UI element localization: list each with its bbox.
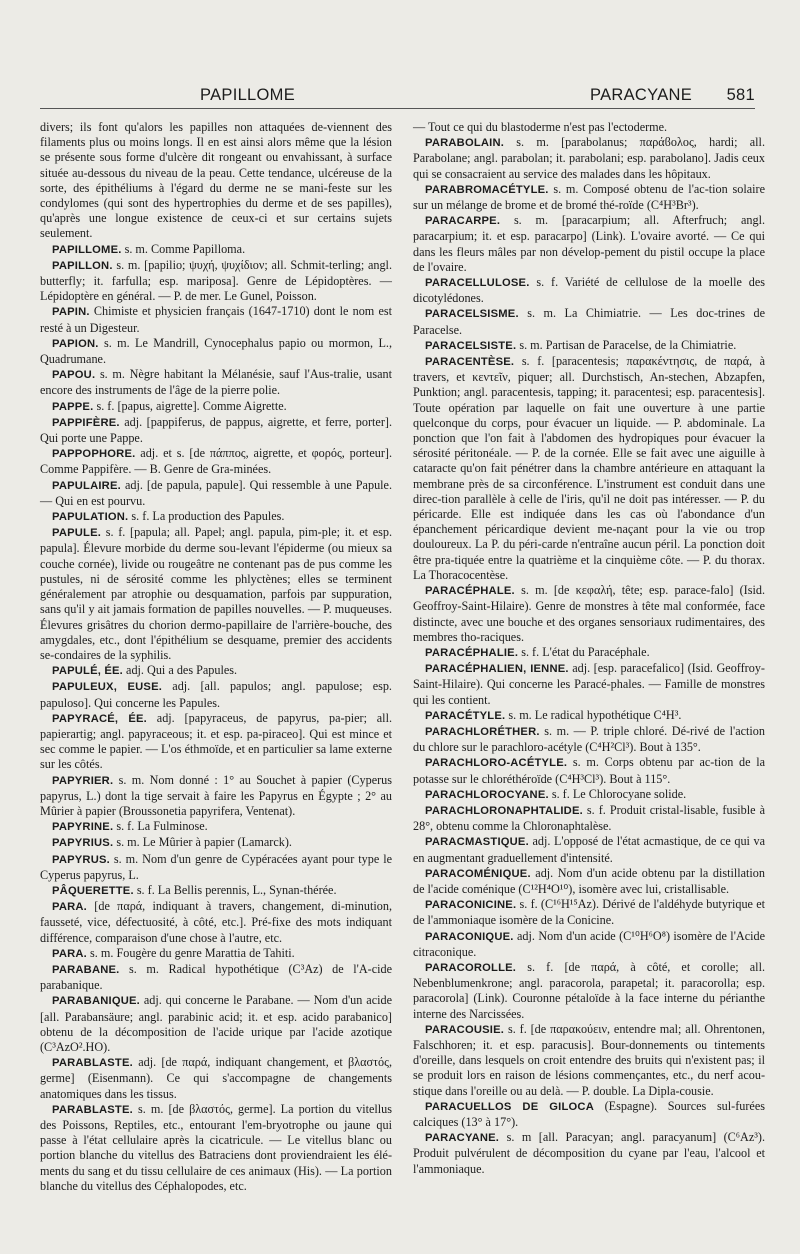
- entry-headword: PARACENTÈSE.: [425, 356, 515, 369]
- entry-definition: s. m. [paracarpium; all. Afterfruch; angl. paracarpium; it. et esp. paracarpo] (Link). L'ovaire avorté. — Ce qui dans les fleurs mâles par non dévelop-pement du pistil occupe la place de l'ovaire.: [413, 213, 765, 274]
- entry-headword: PARACONIQUE.: [425, 930, 514, 943]
- entry-headword: PARACELLULOSE.: [425, 277, 530, 290]
- entry-definition: s. m. [de κεφαλή, tête; esp. parace-falo] (Isid. Geoffroy-Saint-Hilaire). Genre de monstres à tête mal conformée, face distincte, avec une bouche et des organes sensoriaux rudimentaires, des membres tho-raciques.: [413, 583, 765, 644]
- entry-definition: adj. et s. [de πάππος, aigrette, et φορός, porteur]. Comme Pappifère. — B. Genre de Gra-minées.: [40, 446, 392, 477]
- dictionary-entry: [413, 708, 765, 724]
- entry-definition: s. m. Le Mûrier à papier (Lamarck).: [113, 835, 292, 850]
- entry-definition: s. m. Partisan de Paracelse, de la Chimiatrie.: [516, 337, 737, 352]
- entry-definition: s. m. Nègre habitant la Mélanésie, sauf l'Aus-tralie, usant encore des instruments de l'âge de la pierre polie.: [40, 367, 392, 398]
- entry-headword: PAPPE.: [52, 400, 94, 413]
- dictionary-entry: [413, 960, 765, 1022]
- entry-definition: s. f. [de παρά, à côté, et corolle; all. Nebenblumenkrone; angl. paracorola, parapetal; it. paracorolla; esp. paracorola] (Link). Couronne pétaloïde à la face interne du périanthe interne des Narcissées.: [413, 959, 765, 1021]
- dictionary-entry: [413, 1130, 765, 1177]
- entry-definition: s. m. [papilio; ψυχή, ψυχίδιον; all. Schmit-terling; angl. butterfly; it. farfulla; esp. mariposa]. Genre de Lépidoptères. — Lépidoptère en général. — P. de mer. Le Gunel, Poisson.: [40, 257, 392, 304]
- entry-headword: PAPULEUX, EUSE.: [52, 681, 163, 694]
- entry-definition: s. m. Le Mandrill, Cynocephalus papio ou mormon, L., Quadrumane.: [40, 335, 392, 367]
- entry-definition: s. m. — P. triple chloré. Dé-rivé de l'action du chlore sur le parachloro-acétyle (C⁴H²Cl³). Bout à 135°.: [413, 723, 765, 755]
- entry-definition: s. m [all. Paracyan; angl. paracyanum] (C⁶Az³). Produit pulvérulent de décomposition du cyane par l'eau, l'alcool et l'ammoniaque.: [413, 1130, 765, 1176]
- dictionary-entry: [40, 663, 392, 679]
- dictionary-entry: [413, 866, 765, 897]
- entry-headword: PAPPOPHORE.: [52, 448, 136, 461]
- left-running-title: PAPILLOME: [200, 86, 296, 104]
- dictionary-entry: [413, 1022, 765, 1099]
- entry-definition: (Espagne). Sources sul-furées calciques (13° à 17°).: [413, 1098, 765, 1129]
- dictionary-entry: [413, 661, 765, 708]
- dictionary-entry: [40, 336, 392, 367]
- dictionary-entry: [40, 415, 392, 446]
- entry-definition: s. m. Comme Papilloma.: [121, 241, 246, 256]
- entry-definition: s. f. La Bellis perennis, L., Synan-thérée.: [133, 882, 337, 897]
- entry-definition: adj. L'opposé de l'état acmastique, de ce qui va en augmentant graduellement d'intensité.: [413, 834, 765, 865]
- dictionary-entry: [413, 1099, 765, 1130]
- dictionary-entry: [413, 120, 765, 135]
- dictionary-entry: [413, 354, 765, 583]
- dictionary-entry: [40, 446, 392, 477]
- dictionary-entry: [40, 962, 392, 993]
- entry-definition: s. m. Composé obtenu de l'ac-tion solaire sur un mélange de brome et de bromé thé-roïde (C⁴H³Br³).: [413, 181, 765, 213]
- entry-definition: s. f. [paracentesis; παρακέντησις, de παρά, à travers, et κεντεῖν, piquer; all. Durchstisch, An-stechen, Abzapfen, Punktion; angl. paracentesis, tapping; it. paracentesi; esp. paracentesis]. Toute opération par laquelle on fait une ouverture à une partie quelconque du corps, pour évacuer un liquide. — P. abdominale. La ponction que l'on fait à l'abdomen des hydropiques pour évacuer la sérosité péritonéale. — P. de la cornée. Elle se fait avec une aiguille à cataracte qu'on fait pénétrer dans la chambre antérieure en attaquant la membrane près de sa circonférence. L'instrument est conduit dans une direc-tion parallèle à celle de l'iris, qu'il ne doit pas intéresser. — P. du péricarde. Elle est indiquée dans les cas où l'abondance d'un épanchement péricardique devient me-naçant pour la vie ou trop douloureux. La P. du péri-carde n'entraîne aucun péril. La ponction doit être pra-tiquée entre la quatrième et la cinquième côte. — P. du thorax. La Thoracocentèse.: [413, 354, 765, 582]
- entry-definition: adj. Nom d'un acide (C¹⁰H⁶O⁸) isomère de l'Acide citraconique.: [413, 928, 765, 959]
- dictionary-entry: [413, 583, 765, 645]
- entry-headword: PARACHLORONAPHTALIDE.: [425, 804, 583, 817]
- entry-definition: s. m. [parabolanus; παράϐολος, hardi; all. Parabolane; angl. parabolan; it. parabolani; esp. parabolano]. Jadis ceux qui se consacraient au service des malades dans les hôpitaux.: [413, 135, 765, 181]
- entry-definition: [de παρά, indiquant à travers, changement, di-minution, fausseté, vice, défectuosité, à côté, etc.]. Pré-fixe des mots indiquant différence, comparaison d'une chose à l'autre, etc.: [40, 899, 392, 945]
- dictionary-entry: [40, 946, 392, 962]
- entry-headword: PAPOU.: [52, 369, 96, 382]
- entry-headword: PARACOMÉNIQUE.: [425, 867, 531, 880]
- entry-definition: s. f. [papus, aigrette]. Comme Aigrette.: [93, 398, 287, 413]
- entry-headword: PARACHLORO-ACÉTYLE.: [425, 757, 568, 770]
- dictionary-entry: [40, 899, 392, 946]
- entry-definition: adj. Nom d'un acide obtenu par la distillation de l'acide coménique (C¹²H⁴O¹⁰), isomère avec lui, cristallisable.: [413, 865, 765, 896]
- entry-headword: PARACOROLLE.: [425, 961, 517, 974]
- entry-headword: PAPIN.: [52, 306, 90, 319]
- dictionary-entry: [40, 1055, 392, 1102]
- entry-definition: — Tout ce qui du blastoderme n'est pas l'ectoderme.: [413, 120, 668, 134]
- entry-definition: s. f. [de παρακούειν, entendre mal; all. Ohrentonen, Falschhoren; it. et esp. paracusis]. Bour-donnements ou tintements d'oreille, dans lesquels on croit entendre des bruits qui n'existent pas; il se produit lors en raison de lésions commençantes, etc., du nerf acou-stique dans l'oreille ou au delà. — P. double. La Dipla-cousie.: [413, 1021, 765, 1098]
- dictionary-entry: [40, 1102, 392, 1194]
- right-running-title: PARACYANE: [590, 86, 693, 104]
- dictionary-entry: [413, 897, 765, 928]
- entry-definition: s. m. Nom donné : 1° au Souchet à papier (Cyperus papyrus, L.) dont la tige servait à faire les Papyrus en Égypte ; 2° au Mûrier à papier (Broussonetia papyrifera, Ventenat).: [40, 772, 392, 818]
- dictionary-entry: [413, 724, 765, 755]
- entry-headword: PARACÉPHALE.: [425, 585, 515, 598]
- entry-headword: PARACYANE.: [425, 1132, 500, 1145]
- dictionary-entry: [40, 525, 392, 663]
- dictionary-entry: [413, 834, 765, 865]
- dictionary-entry: [413, 182, 765, 213]
- dictionary-entry: [40, 679, 392, 710]
- dictionary-entry: [413, 135, 765, 182]
- entry-headword: PAPYRINE.: [52, 821, 114, 834]
- entry-headword: PARABROMACÉTYLE.: [425, 183, 549, 196]
- dictionary-entry: [40, 711, 392, 773]
- entry-definition: s. m. Nom d'un genre de Cypéracées ayant pour type le Cyperus papyrus, L.: [40, 851, 392, 882]
- dictionary-entry: [40, 773, 392, 820]
- dictionary-entry: [413, 338, 765, 354]
- entry-definition: s. f. La Fulminose.: [113, 819, 208, 834]
- dictionary-entry: [40, 819, 392, 835]
- entry-definition: s. f. [papula; all. Papel; angl. papula, pim-ple; it. et esp. papula]. Élevure morbide du derme sou-levant l'épiderme (ou mieux sa couche cornée), livide ou rougeâtre ne contenant pas de pus comme les pustules, ni de sérosité comme les phlyctènes; elles se terminent généralement par atrophie ou desquamation, parfois par suppuration, sans qu'il y ait jamais formation de papilles nouvelles. — P. muqueuses. Élevures grisâtres du chorion dermo-papillaire de l'arrière-bouche, des amygdales, etc., dont l'épithélium se desquame, premier des accidents se-condaires de la syphilis.: [40, 525, 392, 662]
- entry-headword: PARABANIQUE.: [52, 995, 140, 1008]
- dictionary-entry: [413, 787, 765, 803]
- entry-headword: PARA.: [52, 901, 87, 914]
- entry-headword: PARABLASTE.: [52, 1057, 133, 1070]
- entry-headword: PARACARPE.: [425, 215, 501, 228]
- entry-definition: s. m. Radical hypothétique (C³Az) de l'A-cide parabanique.: [40, 961, 392, 993]
- dictionary-entry: [413, 645, 765, 661]
- entry-definition: adj. [pappiferus, de pappus, aigrette, et ferre, porter]. Qui porte une Pappe.: [40, 414, 392, 446]
- entry-definition: s. m. [de βλαστός, germe]. La portion du vitellus des Poissons, Reptiles, etc., entourant l'em-bryotrophe ou jaune qui passe à l'état cellulaire après la cicatricule. — Le vitellus blanc ou portion blanche du vitellus des Batraciens dont proviendraient les élé-ments du sang et du tissu cellulaire de ces animaux (His). — La portion blanche du vitellus des Céphalopodes, etc.: [40, 1101, 392, 1193]
- dictionary-entry: [413, 929, 765, 960]
- dictionary-entry: [40, 509, 392, 525]
- entry-headword: PARACÉPHALIEN, IENNE.: [425, 663, 569, 676]
- entry-definition: s. f. (C¹⁶H¹⁵Az). Dérivé de l'aldéhyde butyrique et de l'ammoniaque isomère de la Conicine.: [413, 897, 765, 928]
- page-number: 581: [726, 86, 755, 104]
- dictionary-entry: [40, 367, 392, 398]
- entry-headword: PARACONICINE.: [425, 899, 517, 912]
- entry-definition: s. m. Fougère du genre Marattia de Tahiti.: [86, 945, 295, 960]
- dictionary-entry: [413, 306, 765, 337]
- entry-definition: adj. [papyraceus, de papyrus, pa-pier; all. papierartig; angl. papyraceous; it. et esp. pa-piraceo]. Qui est mince et sec comme le papier. — L'os éthmoïde, et en particulier sa lame externe sur les côtés.: [40, 710, 392, 772]
- entry-headword: PARACUELLOS DE GILOCA: [425, 1100, 594, 1113]
- left-column: [40, 120, 392, 1194]
- entry-definition: s. f. Le Chlorocyane solide.: [548, 786, 687, 801]
- dictionary-entry: [40, 242, 392, 258]
- entry-headword: PAPULATION.: [52, 511, 129, 524]
- entry-headword: PARACÉPHALIE.: [425, 646, 519, 659]
- entry-definition: s. f. La production des Papules.: [128, 509, 285, 524]
- entry-definition: divers; ils font qu'alors les papilles non attaquées de-viennent des filaments plus ou moins longs. Il en est ainsi alors même que la lésion se présente sous forme d'ulcère dit rongeant ou envahissant, à surface située au-dessous du niveau de la peau. Cette tendance, ulcéreuse de la sorte, des épithéliums à l'égard du derme ne se mani-feste sur les condylomes (qui sont des hypertrophies du derme et de ses papilles), qu'après une longue existence de ceux-ci et sur certains sujets seulement.: [40, 120, 392, 241]
- dictionary-entry: [40, 883, 392, 899]
- entry-headword: PAPULE.: [52, 527, 102, 540]
- entry-definition: adj. [esp. paracefalico] (Isid. Geoffroy-Saint-Hilaire). Qui concerne les Paracé-phales. — Famille de monstres qui les contient.: [413, 661, 765, 707]
- entry-definition: adj. [de παρά, indiquant changement, et βλαστός, germe] (Eisenmann). Ce qui s'accompagne de changements anatomiques dans les tissus.: [40, 1055, 392, 1101]
- entry-headword: PAPYRIER.: [52, 774, 114, 787]
- entry-headword: PARACELSISTE.: [425, 339, 517, 352]
- dictionary-entry: [413, 275, 765, 306]
- entry-definition: s. f. Produit cristal-lisable, fusible à 28°, obtenu comme la Chloronaphtalèse.: [413, 802, 765, 834]
- entry-definition: s. f. L'état du Paracéphale.: [518, 644, 650, 659]
- entry-headword: PARACÉTYLE.: [425, 709, 506, 722]
- entry-headword: PARACMASTIQUE.: [425, 836, 529, 849]
- entry-headword: PARABANE.: [52, 963, 120, 976]
- dictionary-entry: [40, 120, 392, 242]
- entry-headword: PARACHLORÉTHER.: [425, 725, 540, 738]
- entry-headword: PAPULAIRE.: [52, 479, 121, 492]
- entry-definition: s. m. Corps obtenu par ac-tion de la potasse sur le chloréthéroïde (C⁴H³Cl³). Bout à 115°.: [413, 755, 765, 786]
- entry-headword: PAPYRIUS.: [52, 837, 114, 850]
- entry-definition: adj. [all. papulos; angl. papulose; esp. papuloso]. Qui concerne les Papules.: [40, 679, 392, 710]
- entry-headword: PÂQUERETTE.: [52, 884, 134, 897]
- entry-headword: PAPILLOME.: [52, 243, 122, 256]
- dictionary-entry: [40, 835, 392, 851]
- dictionary-entry: [40, 258, 392, 305]
- entry-headword: PAPULÉ, ÉE.: [52, 665, 123, 678]
- entry-definition: adj. qui concerne le Parabane. — Nom d'un acide [all. Parabansäure; angl. parabinic acid; it. et esp. acido parabanico] obtenu de la décomposition de l'acide urique par l'acide azotique (C³AzO².HO).: [40, 993, 392, 1054]
- dictionary-entry: [40, 478, 392, 509]
- entry-definition: s. m. La Chimiatrie. — Les doc-trines de Paracelse.: [413, 306, 765, 337]
- entry-headword: PARACELSISME.: [425, 308, 519, 321]
- dictionary-entry: [40, 304, 392, 335]
- entry-definition: s. f. Variété de cellulose de la moelle des dicotylédones.: [413, 275, 765, 306]
- dictionary-entry: [40, 399, 392, 415]
- entry-definition: adj. Qui a des Papules.: [123, 663, 238, 678]
- dictionary-entry: [40, 993, 392, 1055]
- entry-definition: adj. [de papula, papule]. Qui ressemble à une Papule. — Qui en est pourvu.: [40, 477, 392, 508]
- entry-headword: PARA.: [52, 947, 87, 960]
- entry-headword: PAPPIFÈRE.: [52, 416, 120, 429]
- entry-definition: Chimiste et physicien français (1647-1710) dont le nom est resté à un Digesteur.: [40, 304, 392, 335]
- right-column: [413, 120, 765, 1177]
- entry-headword: PAPYRUS.: [52, 853, 110, 866]
- entry-headword: PARACOUSIE.: [425, 1023, 505, 1036]
- dictionary-entry: [413, 803, 765, 834]
- running-header: [40, 82, 755, 109]
- entry-headword: PAPYRACÉ, ÉE.: [52, 712, 147, 725]
- entry-definition: s. m. Le radical hypothétique C⁴H³.: [505, 707, 682, 722]
- entry-headword: PARABOLAIN.: [425, 137, 505, 150]
- dictionary-entry: [413, 755, 765, 786]
- entry-headword: PARABLASTE.: [52, 1103, 133, 1116]
- dictionary-entry: [413, 213, 765, 275]
- entry-headword: PAPILLON.: [52, 259, 113, 272]
- entry-headword: PARACHLOROCYANE.: [425, 788, 549, 801]
- dictionary-entry: [40, 852, 392, 883]
- entry-headword: PAPION.: [52, 337, 99, 350]
